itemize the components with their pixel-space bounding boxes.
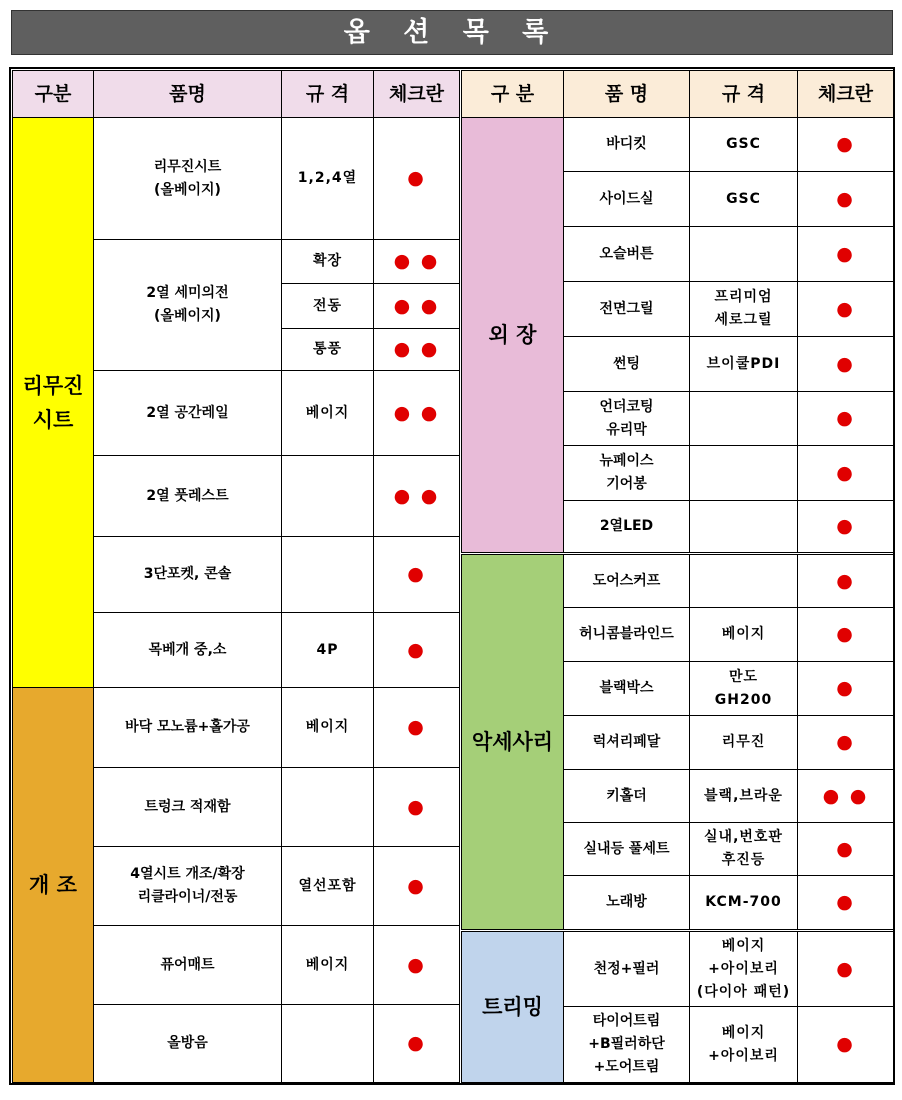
category-remodel: 개 조 [12,687,94,1083]
item-name: 뉴페이스 기어봉 [563,445,690,501]
item-spec [281,767,374,847]
check-mark: ● ● [797,769,894,823]
item-name: 2열 공간레일 [93,370,282,456]
check-mark: ● [797,875,894,930]
item-spec: 프리미엄 세로그릴 [689,281,798,337]
item-name: 퓨어매트 [93,925,282,1005]
check-mark: ● [797,715,894,770]
check-mark: ● [797,391,894,446]
category-accessory: 악세사리 [461,554,564,930]
item-name: 2열 세미의전 (올베이지) [93,239,282,371]
check-mark: ● ● [373,328,460,371]
item-name: 오슬버튼 [563,226,690,282]
item-name: 트렁크 적재함 [93,767,282,847]
item-spec: 열선포함 [281,846,374,926]
check-mark: ● [797,661,894,716]
item-name: 2열 풋레스트 [93,455,282,537]
item-spec [689,554,798,608]
check-mark: ● [373,687,460,768]
item-name: 4열시트 개조/확장 리클라이너/전동 [93,846,282,926]
item-spec: 브이쿨PDI [689,336,798,392]
item-name: 전면그릴 [563,281,690,337]
check-mark: ● [373,117,460,240]
check-mark: ● ● [373,455,460,537]
item-name: 리무진시트 (올베이지) [93,117,282,240]
header-category: 구분 [12,70,94,118]
item-spec: 실내,번호판 후진등 [689,822,798,876]
item-spec: 베이지 +아이보리 [689,1006,798,1083]
item-spec [281,536,374,613]
check-mark: ● ● [373,370,460,456]
item-name: 바닥 모노륨+홀가공 [93,687,282,768]
item-name: 키홀더 [563,769,690,823]
page-title: 옵 션 목 록 [11,10,893,55]
check-mark: ● [797,445,894,501]
item-name: 도어스커프 [563,554,690,608]
item-spec: 리무진 [689,715,798,770]
check-mark: ● [797,554,894,608]
item-spec: GSC [689,117,798,172]
check-mark: ● [797,1006,894,1083]
item-name: 2열LED [563,500,690,553]
item-spec: 통풍 [281,328,374,371]
check-mark: ● [373,1004,460,1083]
category-limousine-seat: 리무진 시트 [12,117,94,688]
check-mark: ● [373,925,460,1005]
header-spec: 규 격 [281,70,374,118]
item-spec [281,455,374,537]
check-mark: ● [797,171,894,227]
item-name: 올방음 [93,1004,282,1083]
check-mark: ● [797,931,894,1007]
item-spec: 1,2,4열 [281,117,374,240]
item-name: 타이어트림 +B필러하단 +도어트림 [563,1006,690,1083]
item-name: 블랙박스 [563,661,690,716]
item-spec: 베이지 [281,687,374,768]
header-right-item: 품 명 [563,70,690,118]
check-mark: ● [797,281,894,337]
item-name: 노래방 [563,875,690,930]
category-trimming: 트리밍 [461,931,564,1083]
item-name: 실내등 풀세트 [563,822,690,876]
item-spec: 4P [281,612,374,688]
check-mark: ● ● [373,283,460,329]
item-spec: GSC [689,171,798,227]
check-mark: ● [797,822,894,876]
item-spec [689,391,798,446]
item-name: 사이드실 [563,171,690,227]
item-spec: KCM-700 [689,875,798,930]
item-spec [281,1004,374,1083]
item-spec: 블랙,브라운 [689,769,798,823]
item-spec: 베이지 [281,370,374,456]
item-spec: 만도 GH200 [689,661,798,716]
item-spec [689,226,798,282]
check-mark: ● [797,500,894,553]
check-mark: ● [373,767,460,847]
item-spec [689,445,798,501]
item-name: 언더코팅 유리막 [563,391,690,446]
item-spec: 베이지 [281,925,374,1005]
item-name: 썬팅 [563,336,690,392]
item-spec: 확장 [281,239,374,284]
item-spec: 베이지 +아이보리 (다이아 패턴) [689,931,798,1007]
item-spec [689,500,798,553]
item-name: 럭셔리페달 [563,715,690,770]
check-mark: ● [373,612,460,688]
header-right-spec: 규 격 [689,70,798,118]
check-mark: ● [797,117,894,172]
check-mark: ● [797,607,894,662]
item-name: 목베개 중,소 [93,612,282,688]
header-right-category: 구 분 [461,70,564,118]
item-name: 천정+필러 [563,931,690,1007]
item-name: 바디킷 [563,117,690,172]
category-exterior: 외 장 [461,117,564,553]
item-name: 3단포켓, 콘솔 [93,536,282,613]
check-mark: ● [797,336,894,392]
item-spec: 베이지 [689,607,798,662]
header-right-check: 체크란 [797,70,894,118]
item-spec: 전동 [281,283,374,329]
check-mark: ● [373,536,460,613]
check-mark: ● ● [373,239,460,284]
check-mark: ● [373,846,460,926]
header-item: 품명 [93,70,282,118]
check-mark: ● [797,226,894,282]
item-name: 허니콤블라인드 [563,607,690,662]
header-check: 체크란 [373,70,460,118]
